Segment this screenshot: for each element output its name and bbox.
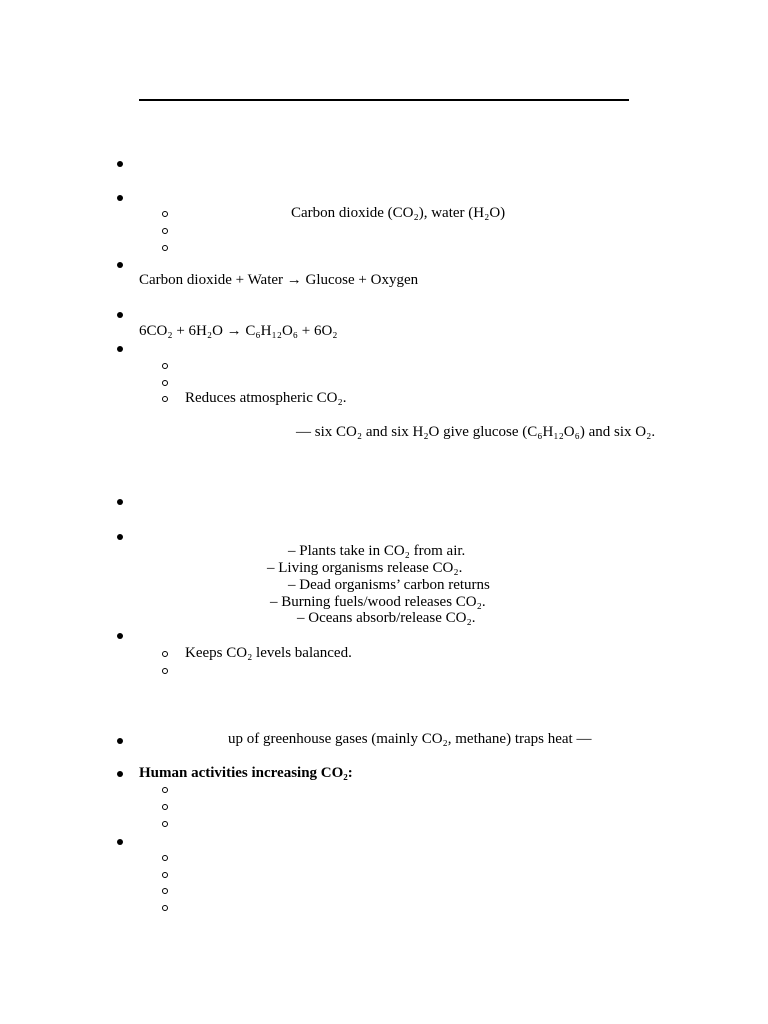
bullet (117, 499, 123, 505)
sub-bullet (162, 804, 168, 810)
carbon-cycle-item: – Living organisms release CO₂. (267, 560, 463, 576)
sub-bullet (162, 787, 168, 793)
bullet (117, 195, 123, 201)
bullet (117, 346, 123, 352)
sub-bullet (162, 905, 168, 911)
greenhouse-text: up of greenhouse gases (mainly CO₂, methane) traps heat — (228, 731, 592, 747)
reduces-co2-text: Reduces atmospheric CO₂. (185, 390, 347, 406)
carbon-cycle-item: – Plants take in CO₂ from air. (288, 543, 466, 559)
carbon-cycle-item: – Dead organisms’ carbon returns (288, 577, 490, 593)
bullet (117, 534, 123, 540)
bullet (117, 738, 123, 744)
sub-bullet (162, 211, 168, 217)
chemical-equation: 6CO₂ + 6H₂O → C₆H₁₂O₆ + 6O₂ (139, 323, 338, 339)
bullet (117, 161, 123, 167)
sub-bullet (162, 888, 168, 894)
sub-bullet (162, 855, 168, 861)
respiration-inputs-text: Carbon dioxide (CO₂), water (H₂O) (291, 205, 506, 221)
sub-bullet (162, 380, 168, 386)
carbon-cycle-item: – Burning fuels/wood releases CO₂. (270, 594, 486, 610)
keeps-balanced-text: Keeps CO₂ levels balanced. (185, 645, 352, 661)
sub-bullet (162, 821, 168, 827)
sub-bullet (162, 651, 168, 657)
sub-bullet (162, 228, 168, 234)
sub-bullet (162, 872, 168, 878)
human-activities-heading: Human activities increasing CO₂: (139, 765, 353, 781)
bullet (117, 771, 123, 777)
equation-note: — six CO₂ and six H₂O give glucose (C₆H₁₂O₆) and six O₂. (296, 424, 656, 440)
word-equation: Carbon dioxide + Water → Glucose + Oxygen (139, 272, 419, 288)
bullet (117, 839, 123, 845)
bullet (117, 312, 123, 318)
sub-bullet (162, 668, 168, 674)
sub-bullet (162, 363, 168, 369)
title-underline (139, 99, 629, 101)
sub-bullet (162, 396, 168, 402)
bullet (117, 633, 123, 639)
bullet (117, 262, 123, 268)
sub-bullet (162, 245, 168, 251)
carbon-cycle-item: – Oceans absorb/release CO₂. (297, 610, 476, 626)
